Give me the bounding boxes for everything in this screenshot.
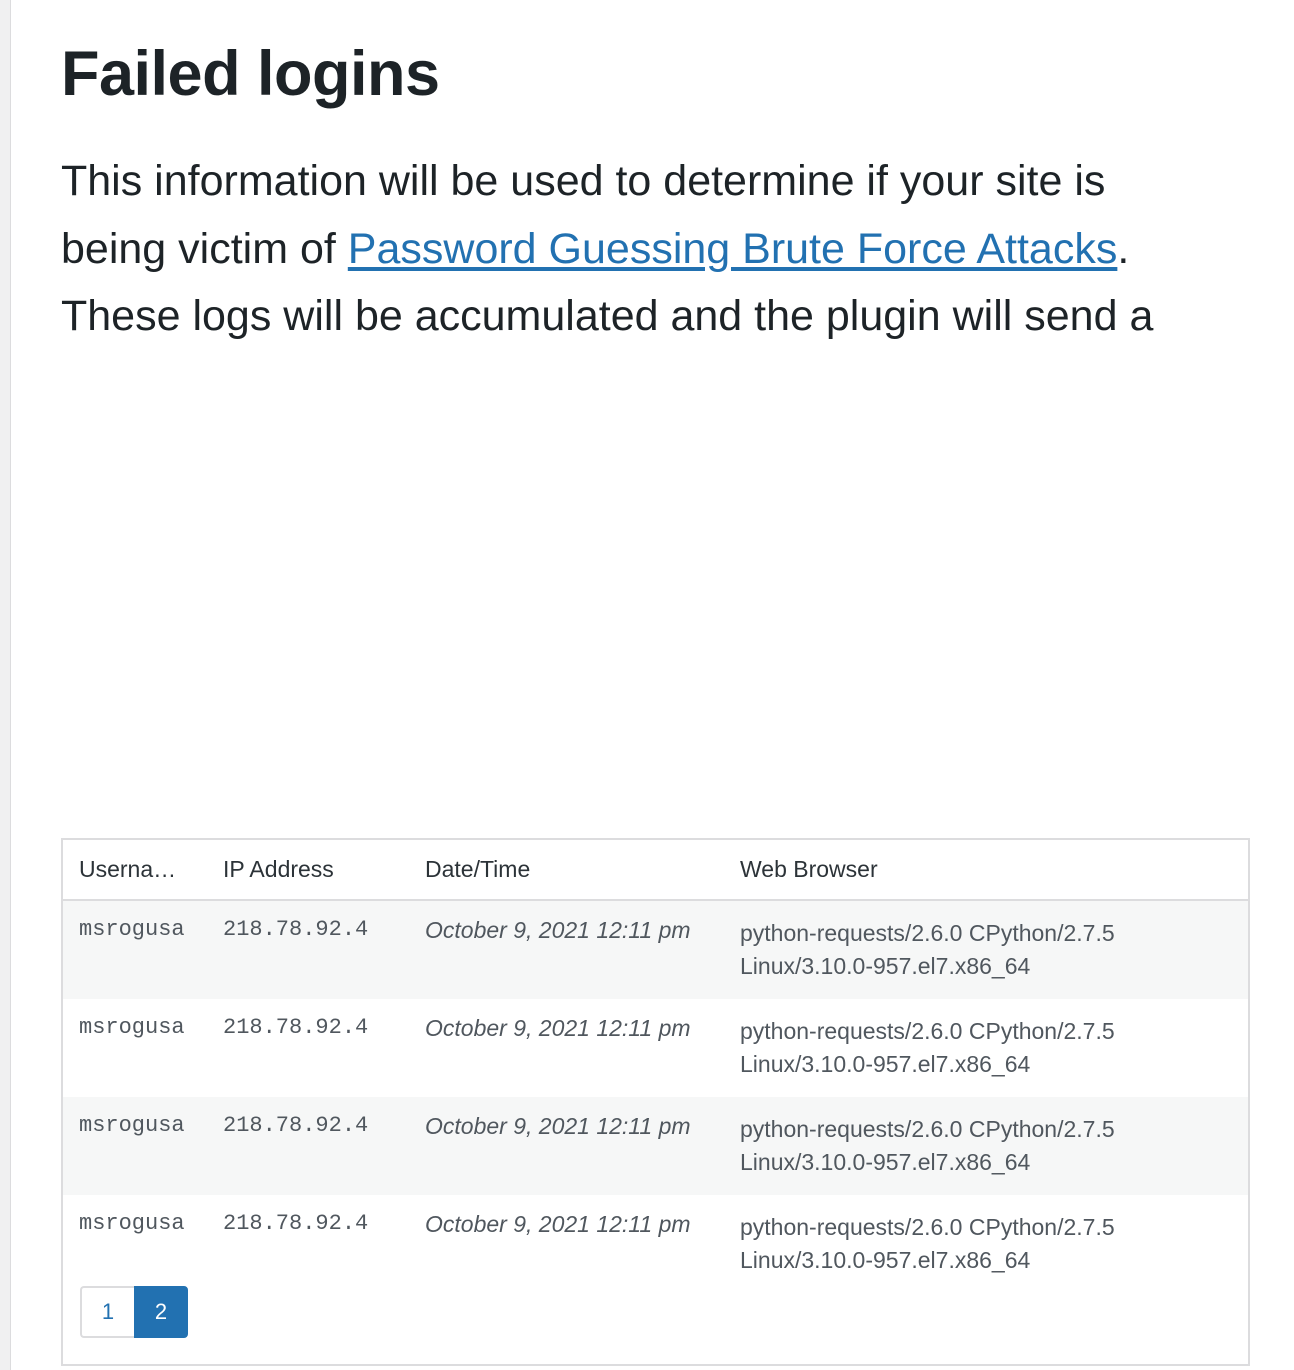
column-header-datetime: Date/Time bbox=[409, 840, 724, 900]
cell-browser: python-requests/2.6.0 CPython/2.7.5 Linux/3.10.0-957.el7.x86_64 bbox=[724, 900, 1248, 999]
cell-browser: python-requests/2.6.0 CPython/2.7.5 Linux/3.10.0-957.el7.x86_64 bbox=[724, 1097, 1248, 1195]
page-button-1[interactable]: 1 bbox=[80, 1286, 134, 1338]
description-text-end: . These logs will be accumulated and the plugin will send a bbox=[61, 224, 1154, 340]
cell-browser: python-requests/2.6.0 CPython/2.7.5 Linux/3.10.0-957.el7.x86_64 bbox=[740, 1214, 1115, 1273]
cell-username: msrogusa bbox=[79, 1211, 185, 1236]
obscured-description-area bbox=[61, 360, 1261, 820]
pagination bbox=[80, 1286, 188, 1338]
cell-username: msrogusa bbox=[79, 1015, 185, 1040]
page-button-2-current[interactable]: 2 bbox=[134, 1286, 188, 1338]
table-row bbox=[63, 1097, 1248, 1195]
brute-force-attacks-link[interactable]: Password Guessing Brute Force Attacks bbox=[347, 224, 1118, 273]
page-title: Failed logins bbox=[61, 39, 440, 109]
table-header-row bbox=[63, 840, 1248, 900]
column-header-ip: IP Address bbox=[207, 840, 409, 900]
cell-datetime: October 9, 2021 12:11 pm bbox=[425, 1015, 691, 1041]
cell-username: msrogusa bbox=[63, 900, 207, 999]
failed-logins-table-container bbox=[61, 838, 1250, 1366]
failed-logins-table bbox=[63, 840, 1248, 1293]
cell-ip: 218.78.92.4 bbox=[207, 1097, 409, 1195]
column-header-browser: Web Browser bbox=[724, 840, 1248, 900]
cell-ip: 218.78.92.4 bbox=[223, 1211, 369, 1236]
table-row bbox=[63, 999, 1248, 1097]
cell-datetime: October 9, 2021 12:11 pm bbox=[409, 1097, 724, 1195]
cell-datetime: October 9, 2021 12:11 pm bbox=[425, 1211, 691, 1237]
table-row bbox=[63, 900, 1248, 999]
column-header-username: Userna… bbox=[63, 840, 207, 900]
failed-logins-panel bbox=[10, 0, 1294, 1370]
cell-ip: 218.78.92.4 bbox=[223, 1015, 369, 1040]
cell-ip: 218.78.92.4 bbox=[207, 900, 409, 999]
cell-browser: python-requests/2.6.0 CPython/2.7.5 Linux/3.10.0-957.el7.x86_64 bbox=[740, 1018, 1115, 1077]
cell-datetime: October 9, 2021 12:11 pm bbox=[409, 900, 724, 999]
table-row bbox=[63, 1195, 1248, 1293]
cell-username: msrogusa bbox=[63, 1097, 207, 1195]
description-text-start: This information will be used to determine if your site is being victim of bbox=[61, 157, 1106, 273]
